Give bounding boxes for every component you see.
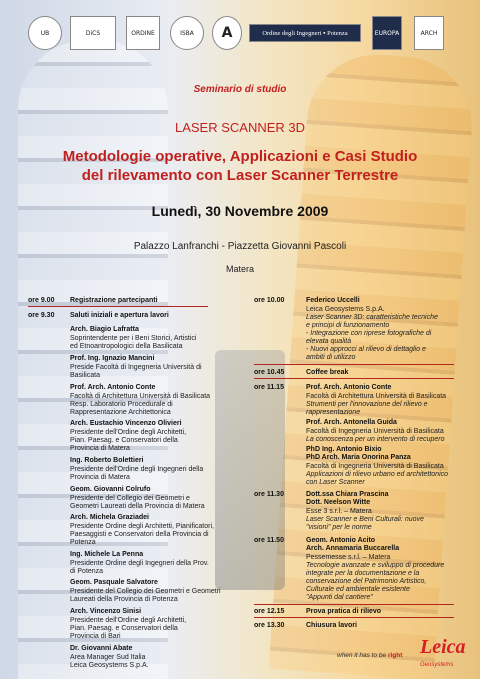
city: Matera [225, 264, 254, 274]
speaker-role: Area Manager Sud Italia [70, 654, 146, 661]
time-1115: ore 11.15 [254, 384, 284, 391]
time-1045: ore 10.45 [254, 369, 285, 376]
time-900: ore 9.00 [28, 297, 55, 304]
speaker-role: Soprintendente per i Beni Storici, Artistici [70, 335, 197, 342]
speaker-role: Presidente dell'Ordine degli Architetti, [70, 617, 187, 624]
talk-title: Strumenti per l'innovazione del rilievo e [306, 401, 428, 408]
talk-title: conservazione del Patrimonio Artistico, [306, 578, 427, 585]
talk-title: con Laser Scanner [306, 479, 365, 486]
leica-subtitle: Geosystems [420, 662, 454, 668]
seminar-label: Seminario di studio [193, 84, 287, 95]
time-1000: ore 10.00 [254, 297, 285, 304]
speaker-role: Rappresentazione Architettonica [70, 409, 171, 416]
talk-title: - Nuovi approcci al rilievo di dettaglio e [306, 346, 426, 353]
talk-title: Laser Scanner e Beni Culturali: nuove [306, 516, 424, 523]
tagline-text: when it has to be [337, 652, 387, 659]
talk-title: La conoscenza per un intervento di recupero [306, 436, 445, 443]
talk-title: Tecnologie avanzate e sviluppo di procedure [306, 562, 445, 569]
talk-title: e principi di funzionamento [306, 322, 390, 329]
speaker-role: Presidente dell'Ordine degli Architetti, [70, 429, 187, 436]
venue: Palazzo Lanfranchi - Piazzetta Giovanni Pascoli [133, 241, 347, 252]
speaker-role: Presidente del Collegio dei Geometri e Geometri [70, 588, 221, 595]
time-1130: ore 11.30 [254, 491, 284, 498]
program-saluti: Saluti iniziali e apertura lavori [70, 312, 169, 319]
program-chiusura: Chiusura lavori [306, 622, 357, 629]
speaker-role: Geometri Laureati della Provincia di Matera [70, 503, 205, 510]
program-coffee-break: Coffee break [306, 369, 349, 376]
divider [28, 306, 208, 307]
time-1330: ore 13.30 [254, 622, 285, 629]
speaker-role: ed Etnoantropologici della Basilicata [70, 343, 183, 350]
speaker-role: Facoltà di Ingegneria Università di Basilicata [306, 428, 444, 435]
speaker-name: Arch. Michela Graziadei [70, 514, 149, 521]
event-date: Lunedì, 30 Novembre 2009 [151, 203, 329, 219]
talk-title: - Integrazione con riprese fotografiche di [306, 330, 432, 337]
tagline-highlight: right [387, 652, 403, 659]
title-sub-line1: Metodologie operative, Applicazioni e Casi Studio [62, 148, 418, 165]
speaker-name: Prof. Arch. Antonella Guida [306, 419, 397, 426]
time-1150: ore 11.50 [254, 537, 284, 544]
speaker-name: Dr. Giovanni Abate [70, 645, 133, 652]
logo-a: A [212, 16, 242, 50]
speaker-role: Facoltà di Architettura Università di Basilicata [306, 393, 447, 400]
speaker-role: Basilicata [70, 372, 100, 379]
logo-ordine: ORDINE [126, 16, 160, 50]
speaker-role: Provincia di Matera [70, 445, 130, 452]
speaker-name: Dott.ssa Chiara Prascina [306, 491, 389, 498]
speaker-role: Preside Facoltà di Ingegneria Università di [70, 364, 202, 371]
leica-logo: Leica [420, 636, 466, 658]
speaker-name: Geom. Pasquale Salvatore [70, 579, 158, 586]
speaker-role: Paesaggisti e Conservatori della Provincia di [70, 531, 209, 538]
divider [254, 604, 454, 605]
speaker-role: Pian. Paesag. e Conservatori della [70, 437, 178, 444]
divider [254, 364, 454, 365]
program-registrazione: Registrazione partecipanti [70, 297, 158, 304]
time-930: ore 9.30 [28, 312, 55, 319]
program-prova-pratica: Prova pratica di rilievo [306, 608, 382, 615]
speaker-name: Prof. Arch. Antonio Conte [306, 384, 392, 391]
logo-europa: EUROPA [372, 16, 402, 50]
speaker-role: Resp. Laboratorio Procedurale di [70, 401, 173, 408]
tagline [337, 652, 402, 659]
speaker-role: Pessemesse s.r.l. – Matera [306, 554, 391, 561]
speaker-role: Leica Geosystems S.p.A. [70, 662, 149, 669]
speaker-role: Leica Geosystems S.p.A. [306, 306, 385, 313]
speaker-name: Arch. Eustachio Vincenzo Olivieri [70, 420, 182, 427]
logo-ordine-ingegneri: Ordine degli Ingegneri ▪ Potenza [249, 24, 361, 42]
speaker-role: Laureati della Provincia di Potenza [70, 596, 178, 603]
speaker-role: Facoltà di Ingegneria Università di Basilicata [306, 463, 444, 470]
logo-strip [0, 16, 480, 52]
speaker-name: Ing. Roberto Bolettieri [70, 457, 144, 464]
speaker-name: Arch. Biagio Lafratta [70, 326, 139, 333]
speaker-name: Prof. Ing. Ignazio Mancini [70, 355, 155, 362]
logo-isba: ISBA [170, 16, 204, 50]
talk-title: rappresentazione [306, 409, 361, 416]
speaker-name: Arch. Annamaria Buccarella [306, 545, 400, 552]
speaker-name: Geom. Antonio Acito [306, 537, 376, 544]
logo-ub: UB [28, 16, 62, 50]
speaker-role: Potenza [70, 539, 96, 546]
speaker-role: Provincia di Bari [70, 633, 121, 640]
title-sub [0, 147, 480, 185]
speaker-name: Ing. Michele La Penna [70, 551, 144, 558]
speaker-name: PhD Arch. Maria Onorina Panza [306, 454, 411, 461]
speaker-role: Facoltà di Architettura Università di Basilicata [70, 393, 211, 400]
talk-title: Culturale ed ambientale esistente [306, 586, 410, 593]
speaker-role: Presidente Ordine degli Ingegneri della Prov. [70, 560, 209, 567]
logo-dics: DiCS [70, 16, 116, 50]
talk-title: "Appunti dal cantiere" [306, 594, 373, 601]
speaker-role: Esse 3 s.r.l. – Matera [306, 508, 372, 515]
time-1215: ore 12.15 [254, 608, 285, 615]
logo-arch: ARCH [414, 16, 444, 50]
divider [254, 617, 454, 618]
title-main: LASER SCANNER 3D [174, 120, 306, 135]
talk-title: Applicazioni di rilievo urbano ed architettonico [306, 471, 449, 478]
divider [254, 378, 454, 379]
speaker-role: di Potenza [70, 568, 104, 575]
speaker-name: Arch. Vincenzo Sinisi [70, 608, 142, 615]
talk-title: Laser Scanner 3D: caratteristiche tecniche [306, 314, 438, 321]
speaker-name: PhD Ing. Antonio Bixio [306, 446, 382, 453]
speaker-role: Presidente dell'Ordine degli Ingegneri della [70, 466, 204, 473]
talk-title: elevata qualità [306, 338, 352, 345]
speaker-role: Pian. Paesag. e Conservatori della [70, 625, 178, 632]
speaker-role: Provincia di Matera [70, 474, 130, 481]
talk-title: integrate per la documentazione e la [306, 570, 420, 577]
speaker-role: Presidente del Collegio dei Geometri e [70, 495, 190, 502]
speaker-name: Geom. Giovanni Colrufo [70, 486, 151, 493]
talk-title: "visioni" per le norme [306, 524, 372, 531]
talk-title: ambiti di utilizzo [306, 354, 356, 361]
speaker-name: Prof. Arch. Antonio Conte [70, 384, 156, 391]
speaker-role: Presidente Ordine degli Architetti, Pianificatori, [70, 523, 214, 530]
title-sub-line2: del rilevamento con Laser Scanner Terrestre [81, 167, 399, 184]
speaker-name: Federico Uccelli [306, 297, 360, 304]
speaker-name: Dott. Neelson Witte [306, 499, 371, 506]
